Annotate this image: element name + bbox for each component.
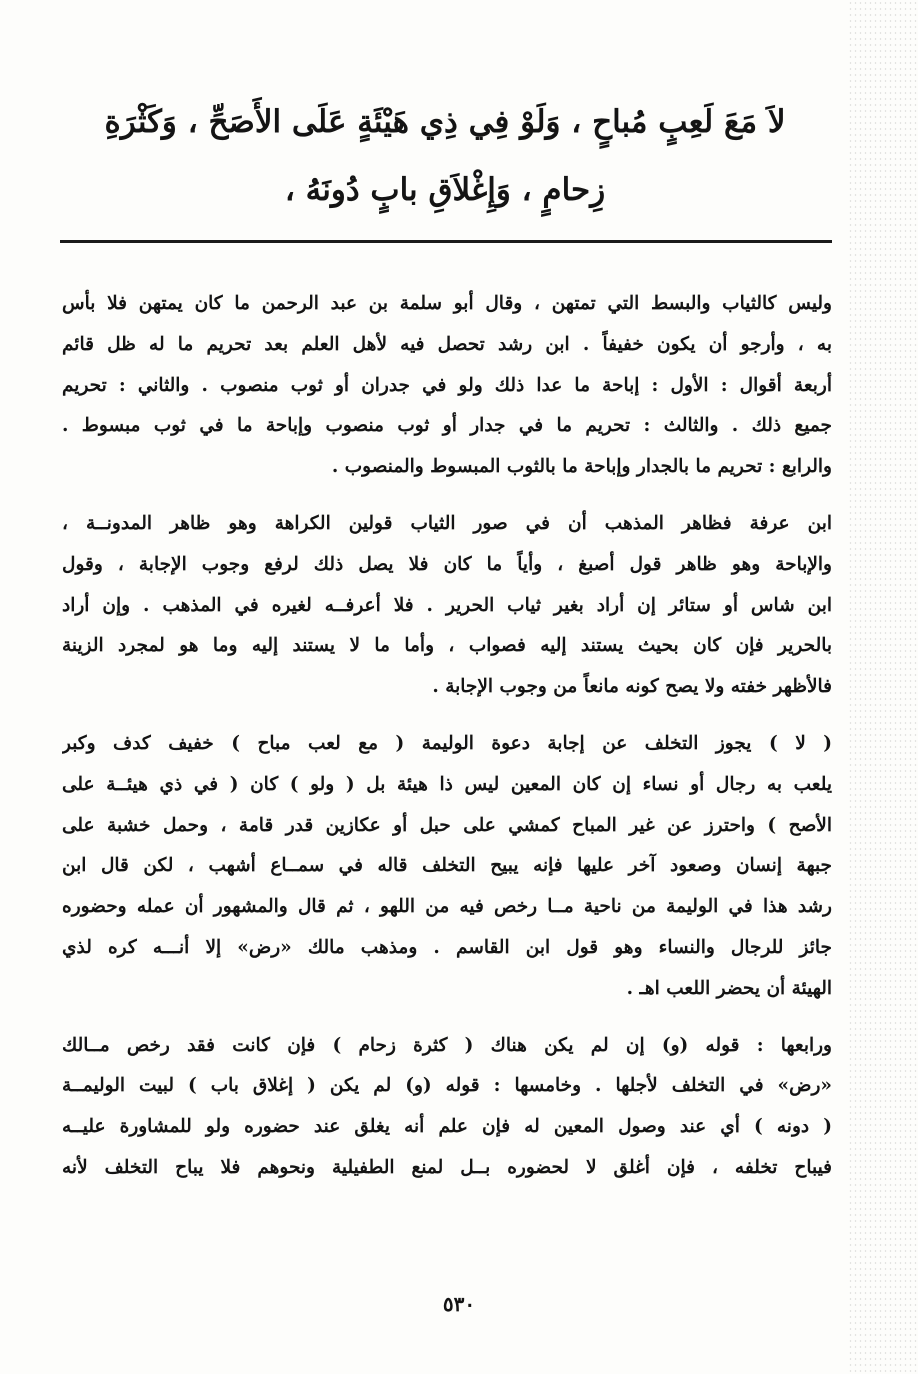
text-line: جائز للرجال والنساء وهو قول ابن القاسم . ومذهب مالك «رض» إلا أنـــه كره لذي <box>62 936 832 958</box>
text-line: ( لا ) يجوز التخلف عن إجابة دعوة الوليمة ( مع لعب مباح ) خفيف كدف وكبر <box>62 732 832 754</box>
text-line: والرابع : تحريم ما بالجدار وإباحة ما بالثوب المبسوط والمنصوب . <box>331 456 832 478</box>
paragraph-2 <box>62 504 832 708</box>
text-line: الأصح ) واحترز عن غير المباح كمشي على حبل أو عكازين قدر قامة ، وحمل خشبة على <box>62 814 832 836</box>
text-line: يلعب به رجال أو نساء إن كان المعين ليس ذا هيئة بل ( ولو ) كان ( في ذي هيئــة على <box>62 773 832 795</box>
text-line: ابن شاس أو ستائر إن أراد بغير ثياب الحرير . فلا أعرفــه لغيره في المذهب . وإن أراد <box>62 594 832 616</box>
header-divider <box>60 240 832 243</box>
paragraph-3 <box>62 724 832 1010</box>
text-line: فالأظهر خفته ولا يصح كونه مانعاً من وجوب الإجابة . <box>432 676 832 698</box>
matn-header <box>60 100 830 212</box>
paragraph-1 <box>62 284 832 488</box>
text-line: وليس كالثياب والبسط التي تمتهن ، وقال أبو سلمة بن عبد الرحمن ما كان يمتهن فلا بأس <box>62 293 832 314</box>
commentary-body <box>62 284 832 1205</box>
text-line: ورابعها : قوله (و) إن لم يكن هناك ( كثرة زحام ) فإن كانت فقد رخص مــالك <box>62 1034 832 1056</box>
text-line: والإباحة وهو ظاهر قول أصبغ ، وأياً ما كان فلا يصل ذلك لرفع وجوب الإجابة ، وقول <box>62 553 832 575</box>
text-line: ( دونه ) أي عند وصول المعين له فإن علم أنه يغلق عند حضوره ولو للمشاورة عليــه <box>62 1116 832 1138</box>
scan-noise-edge <box>848 0 918 1374</box>
text-line: أربعة أقوال : الأول : إباحة ما عدا ذلك ولو في جدران أو ثوب منصوب . والثاني : تحريم <box>62 374 832 396</box>
matn-line-1: لاَ مَعَ لَعِبٍ مُباحٍ ، وَلَوْ فِي ذِي هَيْئَةٍ عَلَى الأَصَحِّ ، وَكَثْرَةِ <box>104 104 786 140</box>
text-line: «رض» في التخلف لأجلها . وخامسها : قوله (و) لم يكن ( إغلاق باب ) لبيت الوليمــة <box>62 1075 832 1097</box>
matn-line-2: زِحامٍ ، وَإِغْلاَقِ بابٍ دُونَهُ ، <box>284 172 606 208</box>
text-line: ابن عرفة فظاهر المذهب أن في صور الثياب قولين الكراهة وهو ظاهر المدونــة ، <box>62 512 832 534</box>
text-line: رشد هذا في الوليمة من ناحية مــا رخص فيه من اللهو ، ثم قال والمشهور أن عمله وحضوره <box>62 896 832 918</box>
paragraph-4 <box>62 1026 832 1189</box>
page-number: ٥٣٠ <box>442 1292 476 1316</box>
text-line: فيباح تخلفه ، فإن أغلق لا لحضوره بــل لمنع الطفيلية ونحوهم فلا يباح التخلف لأنه <box>62 1156 832 1178</box>
text-line: جبهة إنسان وصعود آخر عليها فإنه يبيح التخلف قاله في سمــاع أشهب ، لكن قال ابن <box>62 855 832 877</box>
text-line: به ، وأرجو أن يكون خفيفاً . ابن رشد تحصل فيه لأهل العلم بعد تحريم ما له ظل قائم <box>62 333 832 355</box>
text-line: جميع ذلك . والثالث : تحريم ما في جدار أو ثوب منصوب وإباحة ما في ثوب مبسوط . <box>62 415 832 437</box>
text-line: الهيئة أن يحضر اللعب اهـ . <box>626 977 832 999</box>
text-line: بالحرير فإن كان بحيث يستند إليه فصواب ، وأما ما لا يستند إليه وما هو لمجرد الزينة <box>62 635 832 657</box>
